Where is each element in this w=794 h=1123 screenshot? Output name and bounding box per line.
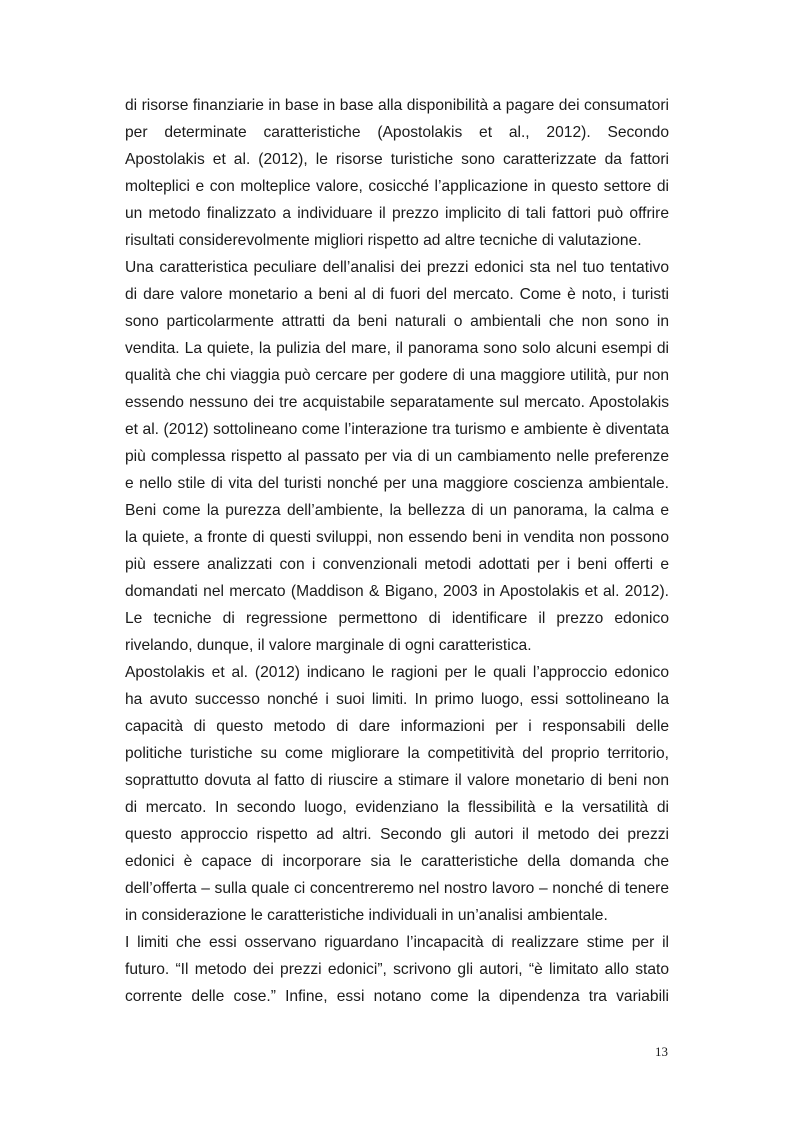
text-line: in considerazione le caratteristiche individuali in un’analisi ambientale. (125, 907, 608, 924)
text-line: più essere analizzati con i convenzionali metodi adottati per i beni offerti e (125, 556, 669, 573)
text-line: più complessa rispetto al passato per via di un cambiamento nelle preferenze (125, 448, 669, 465)
text-line: soprattutto dovuta al fatto di riuscire a stimare il valore monetario di beni non (125, 772, 669, 789)
text-line: Apostolakis et al. (2012), le risorse turistiche sono caratterizzate da fattori (125, 151, 669, 168)
text-line: et al. (2012) sottolineano come l’interazione tra turismo e ambiente è diventata (125, 421, 669, 438)
text-line: futuro. “Il metodo dei prezzi edonici”, scrivono gli autori, “è limitato allo stato (125, 961, 669, 978)
text-line: capacità di questo metodo di dare informazioni per i responsabili delle (125, 718, 669, 735)
page-number: 13 (655, 1044, 668, 1059)
text-line: domandati nel mercato (Maddison & Bigano, 2003 in Apostolakis et al. 2012). (125, 583, 669, 600)
paragraph (125, 929, 669, 1010)
text-line: ha avuto successo nonché i suoi limiti. In primo luogo, essi sottolineano la (125, 691, 669, 708)
text-line: politiche turistiche su come migliorare la competitività del proprio territorio, (125, 745, 669, 762)
paragraph (125, 659, 669, 929)
text-line: qualità che chi viaggia può cercare per godere di una maggiore utilità, pur non (125, 367, 669, 384)
text-line: vendita. La quiete, la pulizia del mare, il panorama sono solo alcuni esempi di (125, 340, 669, 357)
text-line: rivelando, dunque, il valore marginale di ogni caratteristica. (125, 637, 532, 654)
text-line: di risorse finanziarie in base in base alla disponibilità a pagare dei consumatori (125, 97, 669, 114)
text-line: la quiete, a fronte di questi sviluppi, non essendo beni in vendita non possono (125, 529, 669, 546)
text-line: Apostolakis et al. (2012) indicano le ragioni per le quali l’approccio edonico (125, 664, 669, 681)
text-line: essendo nessuno dei tre acquistabile separatamente sul mercato. Apostolakis (125, 394, 669, 411)
text-line: Una caratteristica peculiare dell’analisi dei prezzi edonici sta nel tuo tentativo (125, 259, 669, 276)
text-line: dell’offerta – sulla quale ci concentreremo nel nostro lavoro – nonché di tenere (125, 880, 669, 897)
text-line: questo approccio rispetto ad altri. Secondo gli autori il metodo dei prezzi (125, 826, 669, 843)
text-line: di mercato. In secondo luogo, evidenziano la flessibilità e la versatilità di (125, 799, 669, 816)
text-line: risultati considerevolmente migliori rispetto ad altre tecniche di valutazione. (125, 232, 642, 249)
paragraph (125, 92, 669, 254)
text-line: e nello stile di vita del turisti nonché per una maggiore coscienza ambientale. (125, 475, 669, 492)
text-line: molteplici e con molteplice valore, cosicché l’applicazione in questo settore di (125, 178, 669, 195)
text-line: I limiti che essi osservano riguardano l’incapacità di realizzare stime per il (125, 934, 669, 951)
text-line: un metodo finalizzato a individuare il prezzo implicito di tali fattori può offrire (125, 205, 669, 222)
text-line: di dare valore monetario a beni al di fuori del mercato. Come è noto, i turisti (125, 286, 669, 303)
paragraph (125, 254, 669, 659)
text-line: Beni come la purezza dell’ambiente, la bellezza di un panorama, la calma e (125, 502, 669, 519)
document-page (125, 92, 669, 1010)
text-line: Le tecniche di regressione permettono di identificare il prezzo edonico (125, 610, 669, 627)
text-line: per determinate caratteristiche (Apostolakis et al., 2012). Secondo (125, 124, 669, 141)
text-line: edonici è capace di incorporare sia le caratteristiche della domanda che (125, 853, 669, 870)
text-line: sono particolarmente attratti da beni naturali o ambientali che non sono in (125, 313, 669, 330)
text-line: corrente delle cose.” Infine, essi notano come la dipendenza tra variabili (125, 988, 669, 1005)
